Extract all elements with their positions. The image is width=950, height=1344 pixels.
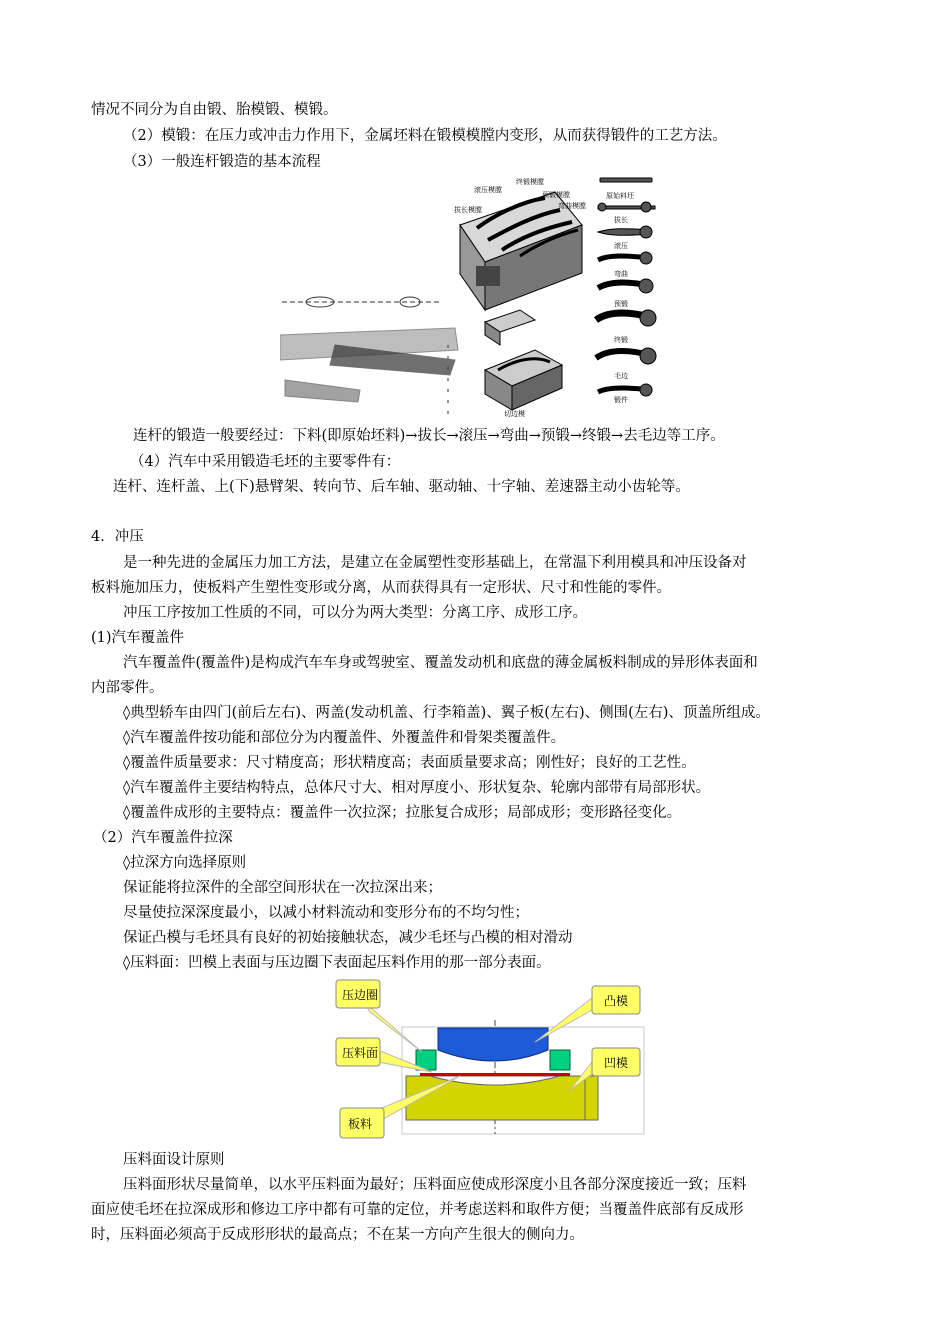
section-heading: 4．冲压: [91, 529, 144, 545]
sheet-blank: [420, 1073, 570, 1076]
stage-label: 预锻: [614, 300, 628, 308]
subheading: 压料面设计原则: [123, 1152, 225, 1168]
connecting-rod-drawing: [280, 297, 458, 415]
bullet-item: ◊压料面：凹模上表面与压边圈下表面起压料作用的那一部分表面。: [123, 955, 551, 971]
label-binder-surface: 压料面: [342, 1046, 379, 1060]
drawing-die-diagram: [330, 972, 650, 1144]
trimming-die: [485, 310, 562, 410]
bullet-item: ◊拉深方向选择原则: [123, 855, 247, 871]
text-parts-list: 连杆、连杆盖、上(下)悬臂架、转向节、后车轴、驱动轴、十字轴、差速器主动小齿轮等。: [113, 479, 690, 495]
label-punch: 凸模: [604, 994, 629, 1008]
heading-parts: （4）汽车中采用锻造毛坯的主要零件有：: [130, 454, 401, 470]
heading-flow: （3）一般连杆锻造的基本流程: [123, 154, 321, 170]
label-die: 凹模: [604, 1056, 629, 1070]
paragraph-line: 内部零件。: [91, 680, 164, 696]
paragraph-line: 时，压料面必须高于反成形形状的最高点；不在某一方向产生很大的侧向力。: [91, 1227, 584, 1243]
text-flow-desc: 连杆的锻造一般要经过：下料(即原始坯料)→拔长→滚压→弯曲→预锻→终锻→去毛边等工序。: [133, 428, 725, 444]
die-label: 预锻模膛: [542, 191, 570, 199]
subheading: （2）汽车覆盖件拉深: [93, 830, 233, 846]
bullet-item: ◊典型轿车由四门(前后左右)、两盖(发动机盖、行李箱盖)、翼子板(左右)、侧围(左右)、顶盖所组成。: [123, 705, 770, 721]
stage-label: 滚压: [614, 242, 628, 250]
forging-stages: [596, 178, 656, 396]
bullet-item: ◊覆盖件成形的主要特点：覆盖件一次拉深；拉胀复合成形；局部成形；变形路径变化。: [123, 805, 682, 821]
label-blank-holder: 压边圈: [342, 988, 379, 1002]
paragraph-line: 压料面形状尽量简单，以水平压料面为最好；压料面应使成形深度小且各部分深度接近一致；压料: [123, 1177, 747, 1193]
punch-body: [438, 1028, 548, 1061]
bullet-item: ◊汽车覆盖件按功能和部位分为内覆盖件、外覆盖件和骨架类覆盖件。: [123, 730, 566, 746]
die-label: 滚压模膛: [474, 186, 502, 194]
paragraph-line: 面应使毛坯在拉深成形和修边工序中都有可靠的定位，并考虑送料和取件方便；当覆盖件底部有反成形: [91, 1202, 744, 1218]
bullet-item: ◊覆盖件质量要求：尺寸精度高；形状精度高；表面质量要求高；刚性好；良好的工艺性。: [123, 755, 696, 771]
stage-label: 原始料坯: [606, 192, 634, 200]
trim-label: 切边模: [504, 410, 525, 418]
stage-label: 毛边: [614, 372, 628, 380]
stage-label: 拔长: [614, 216, 628, 224]
die-label: 终锻模膛: [516, 178, 544, 186]
paragraph-line: 板料施加压力，使板料产生塑性变形或分离，从而获得具有一定形状、尺寸和性能的零件。: [91, 580, 671, 596]
die-label: 弯曲模膛: [558, 202, 586, 210]
rule-item: 尽量使拉深深度最小，以减小材料流动和变形分布的不均匀性；: [123, 905, 529, 921]
paragraph-line: 是一种先进的金属压力加工方法，是建立在金属塑性变形基础上，在常温下利用模具和冲压设备对: [123, 555, 747, 571]
bullet-item: ◊汽车覆盖件主要结构特点，总体尺寸大、相对厚度小、形状复杂、轮廓内部带有局部形状。: [123, 780, 711, 796]
die-label: 拔长模膛: [454, 206, 482, 214]
forging-process-figure: [280, 170, 680, 418]
stage-label: 锻件: [614, 396, 628, 404]
subheading: (1)汽车覆盖件: [91, 630, 185, 646]
rule-item: 保证凸模与毛坯具有良好的初始接触状态，减少毛坯与凸模的相对滑动: [123, 930, 573, 946]
stage-label: 终锻: [614, 336, 628, 344]
blank-holder-right: [550, 1050, 570, 1070]
label-sheet: 板料: [348, 1117, 373, 1131]
text-line: 情况不同分为自由锻、胎模锻、模锻。: [91, 102, 338, 118]
text-die-forging: （2）模锻：在压力或冲击力作用下，金属坯料在锻模模膛内变形，从而获得锻件的工艺方法。: [123, 128, 727, 144]
paragraph-line: 汽车覆盖件(覆盖件)是构成汽车车身或驾驶室、覆盖发动机和底盘的薄金属板料制成的异形体表面和: [123, 655, 758, 671]
stage-label: 弯曲: [614, 270, 628, 278]
paragraph-line: 冲压工序按加工性质的不同，可以分为两大类型：分离工序、成形工序。: [123, 605, 587, 621]
rule-item: 保证能将拉深件的全部空间形状在一次拉深出来；: [123, 880, 442, 896]
